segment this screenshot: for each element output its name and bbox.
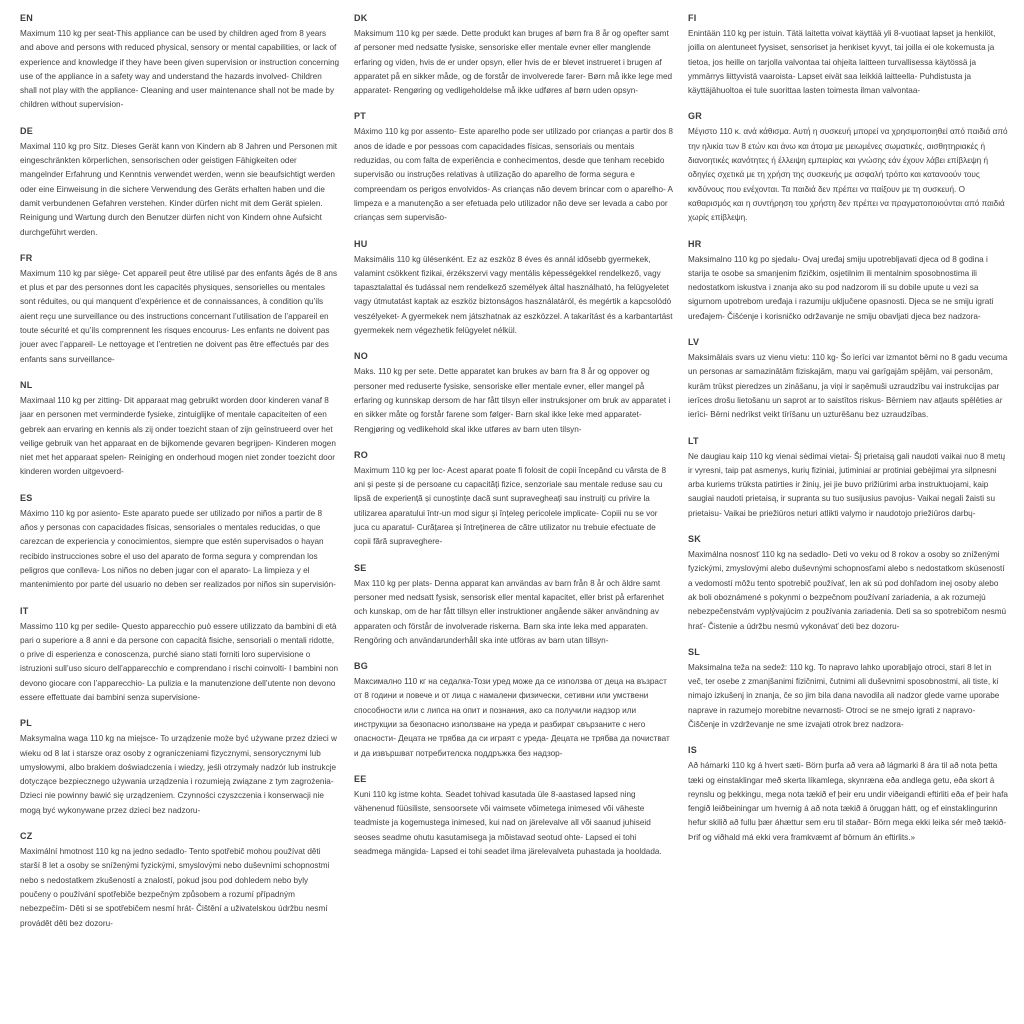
lang-code-bg: BG [354,661,368,672]
lang-code-fi: FI [688,13,697,23]
lang-section-nl [20,379,340,480]
lang-section-sl [688,646,1008,732]
lang-text-dk: Maksimum 110 kg per sæde. Dette produkt kan bruges af børn fra 8 år og opefter samt af personer med nedsatte fysiske, sensoriske eller mentale evner eller manglende erfaring og viden, hvis de er under opsyn, eller hvis de er blevet instrueret i brugen af apparatet på en sikker måde, og de forstår de involverede farer- Børn må ikke lege med apparatet- Rengøring og vedligeholdelse må ikke udføres af børn uden opsyn- [354,29,673,96]
lang-section-hu [354,238,674,339]
lang-code-nl: NL [20,379,33,390]
lang-section-no [354,350,674,436]
lang-text-sk: Maximálna nosnosť 110 kg na sedadlo- Deti vo veku od 8 rokov a osoby so zníženými fyzickými, zmyslovými alebo duševnými schopnosťami alebo s nedostatkom skúseností a vedomostí môžu tento spotrebič používať, len ak sú pod dohľadom inej osoby alebo ak boli oboznámené s pokynmi o bezpečnom používaní zariadenia, a ak rozumejú nebezpečenstvám vyplývajúcim z používania zariadenia. Deti sa so spotrebičom nesmú hrať- Čistenie a údržbu nesmú vykonávať deti bez dozoru- [688,550,1007,631]
lang-text-se: Max 110 kg per plats- Denna apparat kan användas av barn från 8 år och äldre samt personer med nedsatt fysisk, sensorisk eller mental kapacitet, eller brist på erfarenhet och kunskap, om de har fått tillsyn eller instruktioner angående säker användning av apparaten och förstår de involverade riskerna. Barn ska inte leka med apparaten. Rengöring och användarunderhåll ska inte utföras av barn utan tillsyn- [354,578,664,645]
lang-code-it: IT [20,605,29,616]
lang-section-gr [688,110,1008,225]
lang-section-bg [354,660,674,761]
lang-section-is [688,744,1008,845]
lang-text-sl: Maksimalna teža na sedež: 110 kg. To napravo lahko uporabljajo otroci, stari 8 let in več, ter osebe z zmanjšanimi fizičnimi, čutnimi ali duševnimi sposobnostmi, ali tiste, ki nimajo izkušenj in znanja, če so jim bila dana navodila ali nadzor glede varne uporabe naprave in razumejo morebitne nevarnosti- Otroci se ne smejo igrati z napravo- Čiščenje in vzdrževanje ne sme izvajati otrok brez nadzora- [688,662,1000,729]
lang-code-hu: HU [354,238,368,249]
lang-section-lv [688,336,1008,422]
lang-code-pl: PL [20,718,32,729]
lang-section-sk [688,533,1008,634]
lang-code-lt: LT [688,435,699,446]
lang-code-pt: PT [354,111,366,122]
lang-text-hr: Maksimalno 110 kg po sjedalu- Ovaj uređaj smiju upotrebljavati djeca od 8 godina i starija te osobe sa smanjenim fizičkim, osjetilnim ili mentalnim sposobnostima ili nedostatkom iskustva i znanja ako su pod nadzorom ili su dobile upute u vezi sa sigurnom upotrebom uređaja i razumiju uključene opasnosti. Djeca se ne smiju igrati uređajem- Čišćenje i korisničko održavanje ne smiju obavljati djeca bez nadzora- [688,254,994,321]
lang-section-cz [20,830,340,931]
column-3 [688,12,1008,943]
lang-text-is: Að hámarki 110 kg á hvert sæti- Börn þurfa að vera að lágmarki 8 ára til að nota þetta tæki og einstaklingar með skerta líkamlega, skynræna eða andlega getu, eða skort á reynslu og þekkingu, mega nota tækið ef þeir eru undir viðeigandi eftirliti eða ef þeir hafa fengið leiðbeiningar um hvernig á að nota tækið á öruggan hátt, og ef einstaklingurinn hefur skilið að fullu þær áhættur sem eru til staðar- Börn mega ekki leika sér með tækið- Þrif og viðhald má ekki vera framkvæmt af börnum án eftirlits.» [688,761,1008,842]
lang-text-pt: Máximo 110 kg por assento- Este aparelho pode ser utilizado por crianças a partir dos 8 anos de idade e por pessoas com capacidades físicas, sensoriais ou mentais reduzidas, ou com falta de experiência e conhecimentos, desde que tenham recebido supervisão ou instruções relativas à utilização do aparelho de forma segura e compreendam os perigos envolvidos- As crianças não devem brincar com o aparelho- A limpeza e a manutenção a ser efetuada pelo utilizador não deve ser levada a cabo por crianças sem supervisão- [354,127,673,223]
lang-text-hu: Maksimális 110 kg ülésenként. Ez az eszköz 8 éves és annál idősebb gyermekek, valamint csökkent fizikai, érzékszervi vagy mentális képességekkel rendelkező, vagy tapasztalattal és tudással nem rendelkező személyek által használható, ha felügyeletet vagy útmutatást kaptak az eszköz biztonságos használatáról, és megértik a kapcsolódó veszélyeket- A gyermekek nem játszhatnak az eszközzel. A takarítást és a karbantartást gyermekek nem végezhetik felügyelet nélkül. [354,254,673,336]
lang-text-gr: Μέγιστο 110 κ. ανά κάθισμα. Αυτή η συσκευή μπορεί να χρησιμοποιηθεί από παιδιά από την ηλικία των 8 ετών και άνω και άτομα με μειωμένες σωματικές, αισθητηριακές ή διανοητικές ικανότητες ή έλλειψη εμπειρίας και γνώσης εάν έχουν λάβει επίβλεψη ή οδηγίες σχετικά με τη χρήση της συσκευής με ασφαλή τρόπο και κατανοούν τους κινδύνους που ενέχονται. Τα παιδιά δεν πρέπει να παίξουν με τη συσκευή. Ο καθαρισμός και η συντήρηση του χρήστη δεν πρέπει να πραγματοποιούνται από παιδιά χωρίς επίβλεψη. [688,127,1008,223]
lang-code-gr: GR [688,111,702,122]
lang-text-nl: Maximaal 110 kg per zitting- Dit apparaat mag gebruikt worden door kinderen vanaf 8 jaar en personen met verminderde fysieke, zintuiglijke of mentale capaciteiten of een gebrek aan ervaring en kennis als zij onder toezicht staan of zijn geïnstrueerd over het veilige gebruik van het apparaat en de bijkomende gevaren begrijpen- Kinderen mogen niet met het apparaat spelen- Reiniging en onderhoud mogen niet zonder toezicht door kinderen worden uitgevoerd- [20,395,336,477]
lang-code-fr: FR [20,252,33,263]
lang-section-hr [688,238,1008,324]
lang-section-en [20,12,340,113]
lang-text-cz: Maximální hmotnost 110 kg na jedno sedadlo- Tento spotřebič mohou používat děti starší 8 let a osoby se sníženými fyzickými, smyslovými nebo duševními schopnostmi nebo s nedostatkem zkušeností a znalostí, pokud jsou pod dohledem nebo byly poučeny o používání spotřebiče bezpečným způsobem a rozumí případným nebezpečím- Děti si se spotřebičem nesmí hrát- Čištění a uživatelskou údržbu nesmí provádět děti bez dozoru- [20,847,330,928]
lang-text-lt: Ne daugiau kaip 110 kg vienai sėdimai vietai- Šį prietaisą gali naudoti vaikai nuo 8 metų ir vyresni, taip pat asmenys, kurių fiziniai, jutiminiai ar protiniai gebėjimai yra silpnesni arba kuriems trūksta patirties ir žinių, jei jie buvo prižiūrimi arba instruktuojami, kaip saugiai naudoti prietaisą, ir supranta su tuo susijusius pavojus- Vaikai negali žaisti su prietaisu- Vaikai be priežiūros neturi atlikti valymo ir naudotojo priežiūros darbų- [688,451,1006,518]
lang-text-no: Maks. 110 kg per sete. Dette apparatet kan brukes av barn fra 8 år og oppover og personer med reduserte fysiske, sensoriske eller mentale evner, eller mangel på erfaring og kunnskap dersom de har fått tilsyn eller instruksjoner om bruk av apparatet i en sikker måte og forstår farene som følger- Barn skal ikke leke med apparatet- Rengjøring og vedlikehold skal ikke utføres av barn uten tilsyn- [354,367,671,434]
lang-section-es [20,492,340,593]
lang-text-en: Maximum 110 kg per seat-This appliance can be used by children aged from 8 years and above and persons with reduced physical, sensory or mental capabilities, or lack of experience and knowledge if they have been given supervision or instruction concerning use of the appliance in a safety way and understand the hazards involved- Children shall not play with the appliance- Cleaning and user maintenance shall not be made by children without supervision- [20,29,340,110]
lang-code-se: SE [354,562,367,573]
lang-code-en: EN [20,13,33,23]
lang-text-ee: Kuni 110 kg istme kohta. Seadet tohivad kasutada üle 8-aastased lapsed ning vähenenud füüsiliste, sensoorsete või vaimsete võimetega inimesed või väheste teadmiste ja kogemustega inimesed, kui nad on järelevalve all või saanud juhiseid seoses seadme ohutu kasutamisega ja mõistavad seotud ohte- Lapsed ei tohi seadmega mängida- Lapsed ei tohi seadet ilma järelevalveta puhastada ja hooldada. [354,789,662,857]
lang-section-pt [354,110,674,225]
lang-code-dk: DK [354,13,368,23]
lang-section-lt [688,435,1008,521]
lang-code-lv: LV [688,337,700,348]
lang-text-lv: Maksimālais svars uz vienu vietu: 110 kg- Šo ierīci var izmantot bērni no 8 gadu vecuma un personas ar samazinātām fiziskajām, maņu vai garīgajām spējām, vai personām, kurām trūkst pieredzes un zināšanu, ja viņi ir saņēmuši uzraudzību vai instrukcijas par ierīces drošu lietošanu un saprot ar to saistītos riskus- Bērniem nav atļauts spēlēties ar ierīci- Bērni nedrīkst veikt tīrīšanu un uzturēšanu bez uzraudzības. [688,353,1008,420]
lang-text-ro: Maximum 110 kg per loc- Acest aparat poate fi folosit de copii începând cu vârsta de 8 ani și peste și de persoane cu capacități fizice, senzoriale sau mentale reduse sau cu lipsă de experiență și cunoștințe dacă sunt supravegheați sau instruiți cu privire la utilizarea aparatului într-un mod sigur și înțeleg pericolele implicate- Copiii nu se vor juca cu aparatul- Curățarea și întreținerea de către utilizator nu trebuie efectuate de copii fără supraveghere- [354,465,667,547]
column-1 [20,12,340,943]
lang-text-de: Maximal 110 kg pro Sitz. Dieses Gerät kann von Kindern ab 8 Jahren und Personen mit eingeschränkten körperlichen, sensorischen oder geistigen Fähigkeiten oder mangelnder Erfahrung und Kenntnis verwendet werden, wenn sie beaufsichtigt werden oder eine Einweisung in die sichere Verwendung des Geräts erhalten haben und die damit verbundenen Gefahren verstehen. Kinder dürfen nicht mit dem Gerät spielen. Reinigung und Wartung durch den Benutzer dürfen nicht von Kindern ohne Aufsicht durchgeführt werden. [20,141,338,237]
lang-code-es: ES [20,492,33,503]
lang-code-cz: CZ [20,831,33,842]
lang-section-ro [354,449,674,550]
lang-code-sk: SK [688,534,701,545]
lang-code-ro: RO [354,449,368,460]
lang-text-fr: Maximum 110 kg par siège- Cet appareil peut être utilisé par des enfants âgés de 8 ans et plus et par des personnes dont les capacités physiques, sensorielles ou mentales sont réduites, ou qui manquent d’expérience et de connaissances, à condition qu’ils aient reçu une surveillance ou des instructions concernant l’utilisation de l’appareil en toute sécurité et qu’ils comprennent les risques encourus- Les enfants ne doivent pas jouer avec l’appareil- Le nettoyage et l’entretien ne doivent pas être effectués par des enfants sans surveillance- [20,268,338,364]
lang-text-pl: Maksymalna waga 110 kg na miejsce- To urządzenie może być używane przez dzieci w wieku od 8 lat i starsze oraz osoby z ograniczeniami fizycznymi, sensorycznymi lub umysłowymi, albo brakiem doświadczenia i wiedzy, jeśli otrzymały nadzór lub instrukcje dotyczące bezpiecznego używania urządzenia i rozumieją związane z tym zagrożenia- Dzieci nie powinny bawić się urządzeniem. Czynności czyszczenia i konserwacji nie mogą być wykonywane przez dzieci bez nadzoru- [20,734,337,815]
lang-code-sl: SL [688,646,700,657]
lang-section-it [20,605,340,706]
lang-code-ee: EE [354,773,367,784]
lang-section-ee [354,773,674,859]
lang-text-bg: Максимално 110 кг на седалка-Този уред може да се използва от деца на възраст от 8 години и повече и от лица с намалени физически, сетивни или умствени способности или с липса на опит и познания, ако са получили надзор или инструкции за безопасно използване на уреда и разбират свързаните с него опасности- Децата не трябва да си играят с уреда- Децата не трябва да почистват и да извършват потребителска поддръжка без надзор- [354,677,670,758]
lang-section-fr [20,252,340,367]
lang-code-hr: HR [688,238,702,249]
lang-section-fi [688,12,1008,98]
lang-code-de: DE [20,125,33,136]
lang-text-fi: Enintään 110 kg per istuin. Tätä laitetta voivat käyttää yli 8-vuotiaat lapset ja henkilöt, joilla on alentuneet fyysiset, sensoriset ja henkiset kyvyt, tai joilla ei ole kokemusta ja tietoa, jos heille on tarjolla valvontaa tai ohjeita laitteen turvallisessa käytössä ja ymmärrys liittyvistä vaaroista- Lapset eivät saa leikkiä laitteella- Puhdistusta ja käyttäjähuoltoa ei tule suorittaa lasten toimesta ilman valvontaa- [688,29,996,96]
lang-section-dk [354,12,674,98]
lang-text-it: Massimo 110 kg per sedile- Questo apparecchio può essere utilizzato da bambini di età pari o superiore a 8 anni e da persone con capacità fisiche, sensoriali o mentali ridotte, o prive di esperienza e conoscenza, purché siano stati forniti loro supervisione o istruzioni sull’uso sicuro dell’apparecchio e comprendano i rischi coinvolti- I bambini non devono giocare con l’apparecchio- La pulizia e la manutenzione dell’utente non devono essere effettuate dai bambini senza supervisione- [20,621,339,702]
lang-section-se [354,562,674,648]
lang-text-es: Máximo 110 kg por asiento- Este aparato puede ser utilizado por niños a partir de 8 años y personas con capacidades físicas, sensoriales o mentales reducidas, o que carezcan de experiencia y conocimientos, siempre que estén supervisados o hayan recibido instrucciones sobre el uso del aparato de forma segura y comprendan los peligros que conlleva- Los niños no deben jugar con el aparato- La limpieza y el mantenimiento por parte del usuario no deben ser realizados por niños sin supervisión- [20,508,336,590]
lang-code-is: IS [688,745,697,756]
lang-section-de [20,125,340,240]
lang-section-pl [20,717,340,818]
lang-code-no: NO [354,351,368,362]
column-2 [354,12,674,943]
